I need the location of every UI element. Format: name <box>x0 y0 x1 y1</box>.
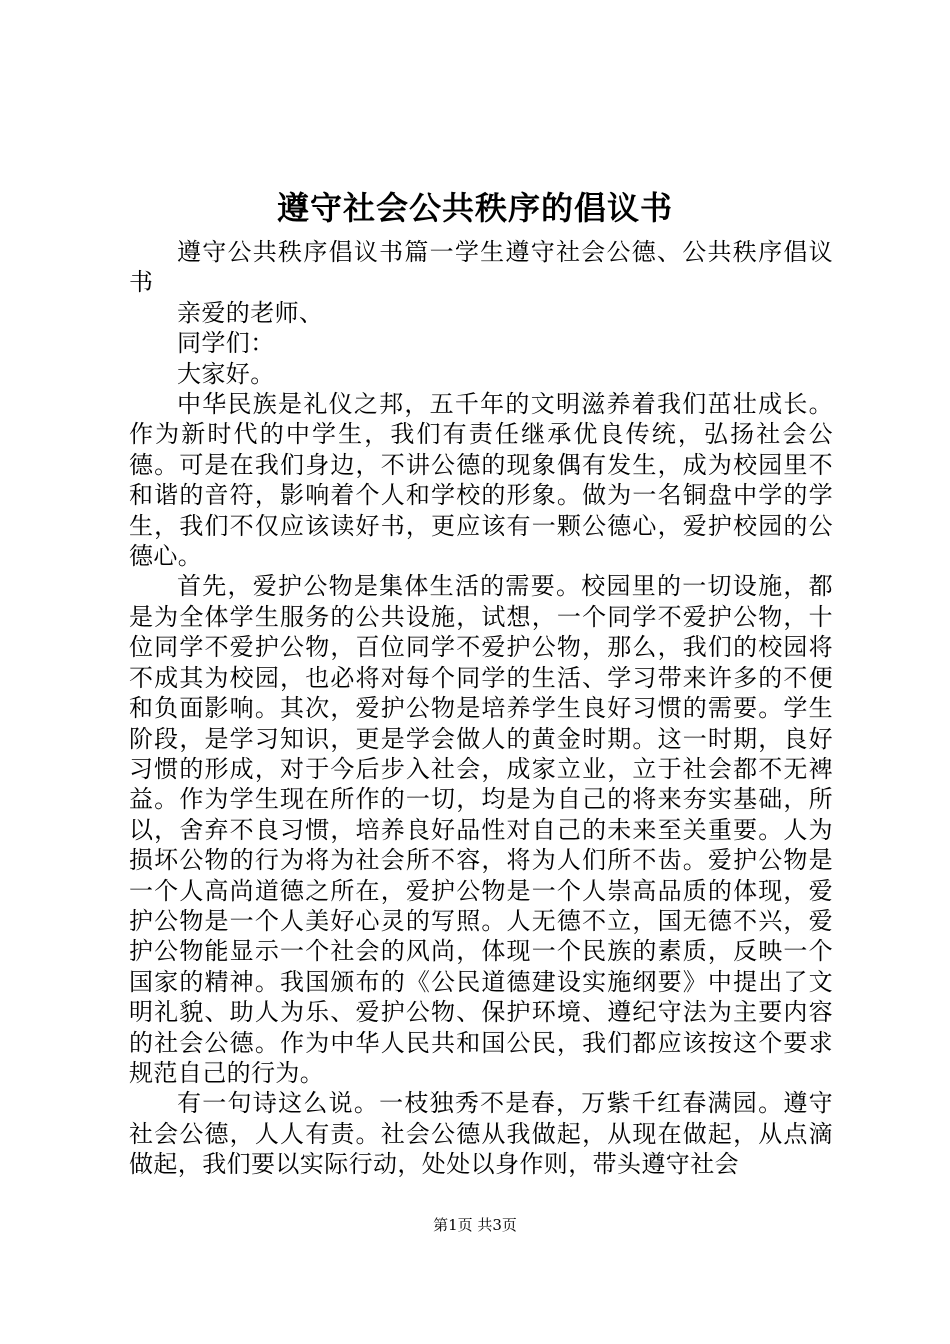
paragraph-greeting: 大家好。 <box>177 359 275 388</box>
paragraph-intro: 遵守公共秩序倡议书篇一学生遵守社会公德、公共秩序倡议书 <box>129 238 833 297</box>
paragraph-body-2: 首先，爱护公物是集体生活的需要。校园里的一切设施，都是为全体学生服务的公共设施，试想，一个同学不爱护公物，十位同学不爱护公物，百位同学不爱护公物，那么，我们的校园将不成其为校园，也必将对每个同学的生活、学习带来许多的不便和负面影响。其次，爱护公物是培养学生良好习惯的需要。学生阶段，是学习知识，更是学会做人的黄金时期。这一时期，良好习惯的形成，对于今后步入社会，成家立业，立于社会都不无裨益。作为学生现在所作的一切，均是为自己的将来夯实基础，所以，舍弃不良习惯，培养良好品性对自己的未来至关重要。人为损坏公物的行为将为社会所不容，将为人们所不齿。爱护公物是一个人高尚道德之所在，爱护公物是一个人崇高品质的体现，爱护公物是一个人美好心灵的写照。人无德不立，国无德不兴，爱护公物能显示一个社会的风尚，体现一个民族的素质，反映一个国家的精神。我国颁布的《公民道德建设实施纲要》中提出了文明礼貌、助人为乐、爱护公物、保护环境、遵纪守法为主要内容的社会公德。作为中华人民共和国公民，我们都应该按这个要求规范自己的行为。 <box>129 572 833 1087</box>
paragraph-body-3: 有一句诗这么说。一枝独秀不是春，万紫千红春满园。遵守社会公德，人人有责。社会公德从我做起，从现在做起，从点滴做起，我们要以实际行动，处处以身作则，带头遵守社会 <box>129 1089 833 1179</box>
document-title: 遵守社会公共秩序的倡议书 <box>276 189 673 227</box>
paragraph-body-1: 中华民族是礼仪之邦，五千年的文明滋养着我们茁壮成长。作为新时代的中学生，我们有责任继承优良传统，弘扬社会公德。可是在我们身边，不讲公德的现象偶有发生，成为校园里不和谐的音符，影响着个人和学校的形象。做为一名铜盘中学的学生，我们不仅应该读好书，更应该有一颗公德心，爱护校园的公德心。 <box>129 390 833 571</box>
page-number-footer: 第1页 共3页 <box>433 1216 517 1234</box>
paragraph-salutation-2: 同学们： <box>177 329 275 358</box>
document-body <box>129 237 833 1180</box>
paragraph-salutation: 亲爱的老师、 <box>177 298 324 327</box>
